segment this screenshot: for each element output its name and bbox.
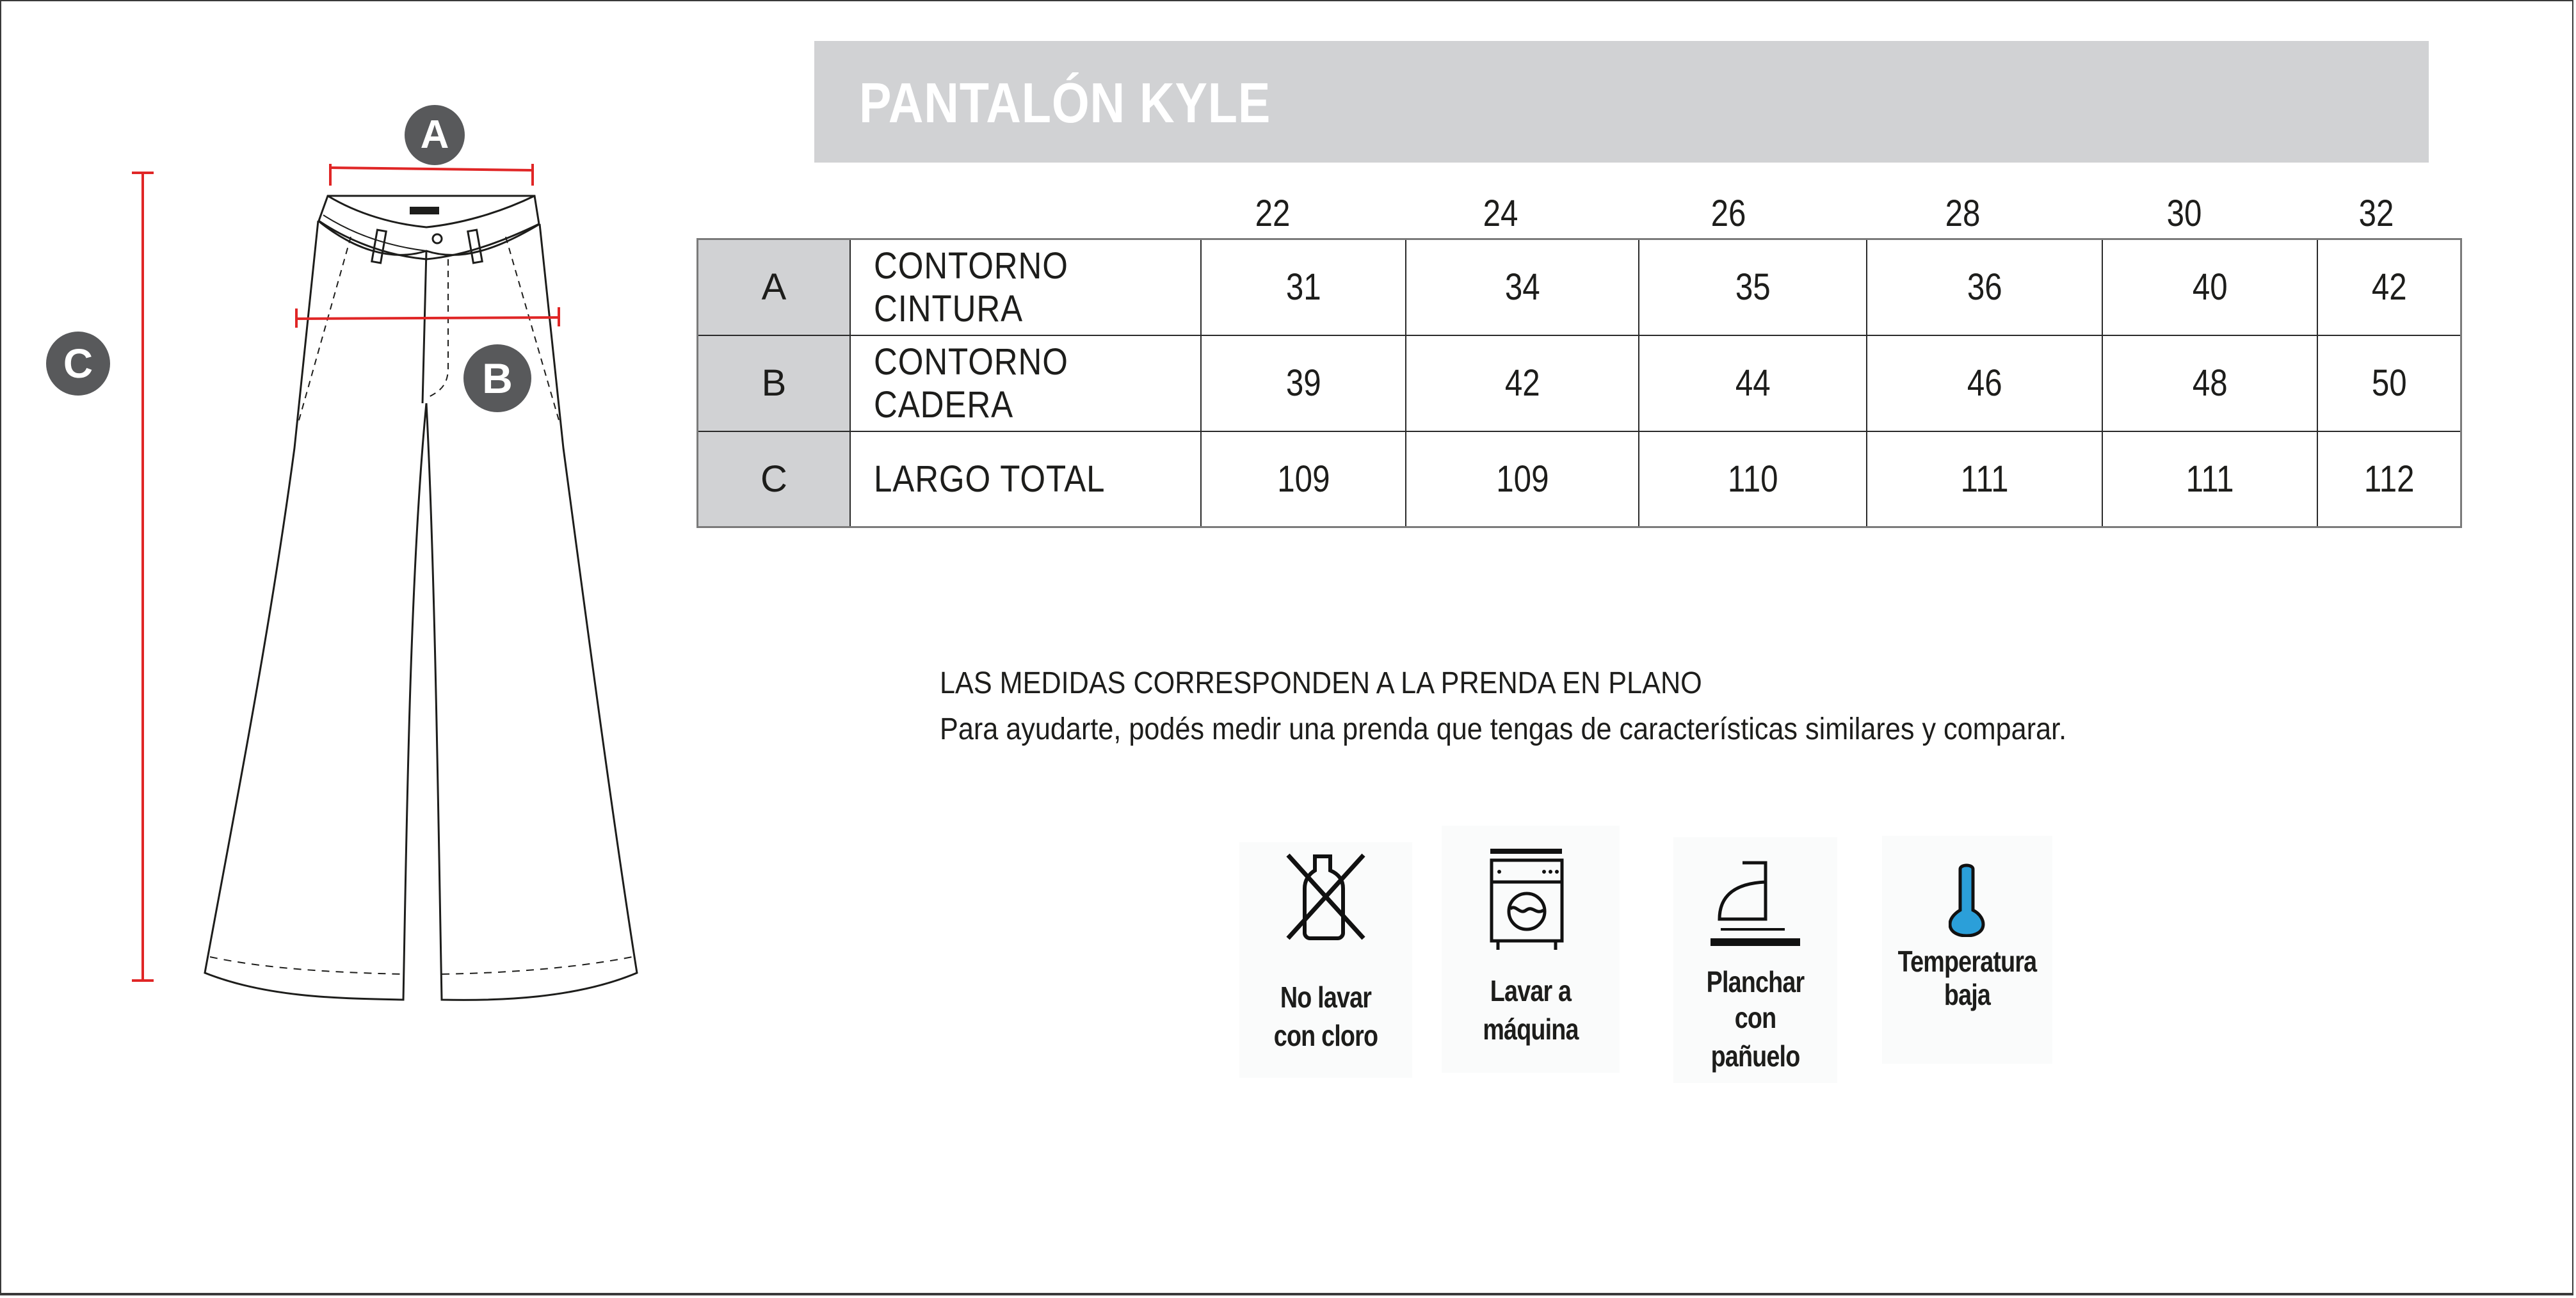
washing-machine-icon [1489, 849, 1566, 951]
care-label: con cloro [1273, 1019, 1378, 1052]
row-letter: B [698, 335, 851, 431]
thermometer-icon [1949, 863, 1987, 937]
size-label: 24 [1483, 193, 1518, 234]
row-letter: A [698, 239, 851, 335]
table-cell: 40 [2192, 266, 2228, 308]
measure-line-a [330, 168, 533, 170]
table-cell: 111 [2186, 458, 2234, 500]
badge-c: C [46, 332, 110, 396]
measurement-note [940, 661, 2192, 753]
table-cell: 110 [1727, 458, 1778, 500]
care-label: No lavar [1280, 981, 1372, 1014]
size-label: 26 [1711, 193, 1746, 234]
title-bar [814, 41, 2429, 163]
care-label: con pañuelo [1711, 1001, 1800, 1073]
size-label: 32 [2358, 193, 2394, 234]
care-label: máquina [1483, 1013, 1579, 1046]
care-label: Planchar [1706, 965, 1805, 998]
size-label: 30 [2166, 193, 2202, 234]
size-label: 28 [1945, 193, 1981, 234]
size-label: 22 [1255, 193, 1291, 234]
table-cell: 109 [1495, 458, 1549, 500]
table-row [698, 239, 2461, 335]
measure-line-b [296, 317, 559, 319]
right-leg [426, 224, 637, 1000]
table-cell: 42 [2371, 266, 2407, 308]
table-cell: 48 [2192, 362, 2228, 404]
left-leg [205, 221, 426, 1000]
table-cell: 42 [1504, 362, 1540, 404]
table-cell: 36 [1967, 266, 2002, 308]
size-table [696, 238, 2462, 528]
table-cell: 109 [1276, 458, 1330, 500]
row-label: CONTORNO CINTURA [874, 244, 1068, 330]
table-cell: 34 [1504, 266, 1540, 308]
care-low-temp [1882, 836, 2052, 1064]
table-cell: 44 [1735, 362, 1771, 404]
table-row [698, 335, 2461, 431]
table-cell: 111 [1960, 458, 2009, 500]
badge-a: A [405, 105, 465, 165]
note-heading: LAS MEDIDAS CORRESPONDEN A LA PRENDA EN PLANO [940, 666, 1702, 700]
care-label: baja [1944, 978, 1991, 1011]
no-bleach-icon [1284, 851, 1367, 941]
table-cell: 35 [1735, 266, 1771, 308]
table-cell: 112 [2363, 458, 2415, 500]
iron-icon [1711, 858, 1807, 947]
table-cell: 46 [1967, 362, 2002, 404]
care-no-bleach [1239, 842, 1412, 1078]
care-machine-wash [1442, 826, 1620, 1073]
row-label: LARGO TOTAL [874, 458, 1106, 500]
note-body: Para ayudarte, podés medir una prenda que tengas de características similares y comparar. [940, 712, 2067, 746]
row-label: CONTORNO CADERA [874, 341, 1068, 426]
table-cell: 39 [1285, 362, 1321, 404]
table-row [698, 431, 2461, 527]
row-letter: C [698, 431, 851, 527]
care-label: Lavar a [1490, 974, 1572, 1007]
table-cell: 50 [2371, 362, 2407, 404]
page-title: PANTALÓN KYLE [859, 71, 1271, 134]
badge-b: B [463, 344, 531, 412]
pants-diagram [0, 0, 704, 1037]
table-cell: 31 [1285, 266, 1321, 308]
care-label: Temperatura [1897, 945, 2037, 978]
care-iron [1673, 837, 1837, 1083]
